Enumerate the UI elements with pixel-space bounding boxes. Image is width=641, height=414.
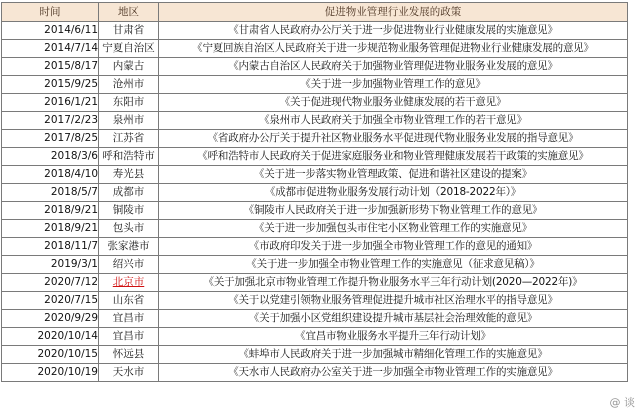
cell-date: 2018/3/6 <box>2 148 99 166</box>
table-row <box>2 22 628 40</box>
cell-date: 2020/9/29 <box>2 310 99 328</box>
cell-region: 沧州市 <box>99 76 159 94</box>
cell-date: 2018/5/7 <box>2 184 99 202</box>
table-row <box>2 346 628 364</box>
cell-date: 2020/7/12 <box>2 274 99 292</box>
cell-region: 成都市 <box>99 184 159 202</box>
table-row <box>2 274 628 292</box>
cell-date: 2020/10/14 <box>2 328 99 346</box>
cell-region: 江苏省 <box>99 130 159 148</box>
table-row <box>2 58 628 76</box>
cell-policy: 《内蒙古自治区人民政府关于加强物业管理促进物业服务业发展的意见》 <box>159 58 628 76</box>
table-row <box>2 148 628 166</box>
cell-date: 2020/10/15 <box>2 346 99 364</box>
watermark: @ 谈 <box>609 396 635 409</box>
cell-date: 2014/6/11 <box>2 22 99 40</box>
cell-date: 2015/9/25 <box>2 76 99 94</box>
table-row <box>2 310 628 328</box>
cell-date: 2016/1/21 <box>2 94 99 112</box>
cell-region: 怀远县 <box>99 346 159 364</box>
cell-date: 2018/9/21 <box>2 220 99 238</box>
cell-region: 泉州市 <box>99 112 159 130</box>
cell-date: 2015/8/17 <box>2 58 99 76</box>
policy-table <box>1 2 628 382</box>
cell-region: 甘肃省 <box>99 22 159 40</box>
cell-date: 2018/4/10 <box>2 166 99 184</box>
table-row <box>2 364 628 382</box>
table-row <box>2 40 628 58</box>
cell-policy: 《市政府印发关于进一步加强全市物业管理工作的意见的通知》 <box>159 238 628 256</box>
header-policy: 促进物业管理行业发展的政策 <box>159 3 628 22</box>
cell-policy: 《关于进一步落实物业管理政策、促进和谐社区建设的提案》 <box>159 166 628 184</box>
cell-policy: 《泉州市人民政府关于加强全市物业管理工作的若干意见》 <box>159 112 628 130</box>
table-row <box>2 292 628 310</box>
cell-policy: 《关于加强北京市物业管理工作提升物业服务水平三年行动计划(2020—2022年)》 <box>159 274 628 292</box>
table-row <box>2 256 628 274</box>
table-row <box>2 76 628 94</box>
cell-date: 2019/3/1 <box>2 256 99 274</box>
cell-date: 2020/10/19 <box>2 364 99 382</box>
table-row <box>2 166 628 184</box>
cell-region: 天水市 <box>99 364 159 382</box>
table-row <box>2 112 628 130</box>
cell-policy: 《呼和浩特市人民政府关于促进家庭服务业和物业管理健康发展若干政策的实施意见》 <box>159 148 628 166</box>
cell-region: 绍兴市 <box>99 256 159 274</box>
table-header-row <box>2 3 628 22</box>
cell-date: 2014/7/14 <box>2 40 99 58</box>
cell-policy: 《宁夏回族自治区人民政府关于进一步规范物业服务管理促进物业行业健康发展的意见》 <box>159 40 628 58</box>
cell-policy: 《宜昌市物业服务水平提升三年行动计划》 <box>159 328 628 346</box>
header-region: 地区 <box>99 3 159 22</box>
cell-region: 东阳市 <box>99 94 159 112</box>
region-link[interactable]: 北京市 <box>99 274 159 292</box>
cell-region: 呼和浩特市 <box>99 148 159 166</box>
cell-date: 2018/11/7 <box>2 238 99 256</box>
table-row <box>2 130 628 148</box>
cell-region: 铜陵市 <box>99 202 159 220</box>
cell-region: 宁夏自治区 <box>99 40 159 58</box>
cell-date: 2017/8/25 <box>2 130 99 148</box>
cell-region: 张家港市 <box>99 238 159 256</box>
cell-region: 内蒙古 <box>99 58 159 76</box>
table-row <box>2 220 628 238</box>
table-row <box>2 328 628 346</box>
cell-policy: 《关于进一步加强包头市住宅小区物业管理工作的实施意见》 <box>159 220 628 238</box>
cell-date: 2017/2/23 <box>2 112 99 130</box>
table-row <box>2 202 628 220</box>
cell-policy: 《省政府办公厅关于提升社区物业服务水平促进现代物业服务业发展的指导意见》 <box>159 130 628 148</box>
table-row <box>2 184 628 202</box>
cell-policy: 《铜陵市人民政府关于进一步加强新形势下物业管理工作的意见》 <box>159 202 628 220</box>
table-row <box>2 238 628 256</box>
cell-policy: 《甘肃省人民政府办公厅关于进一步促进物业行业健康发展的实施意见》 <box>159 22 628 40</box>
header-date: 时间 <box>2 3 99 22</box>
table-row <box>2 94 628 112</box>
cell-policy: 《关于进一步加强物业管理工作的意见》 <box>159 76 628 94</box>
cell-policy: 《关于促进现代物业服务业健康发展的若干意见》 <box>159 94 628 112</box>
table-body <box>2 22 628 382</box>
cell-policy: 《关于以党建引领物业服务管理促进提升城市社区治理水平的指导意见》 <box>159 292 628 310</box>
cell-policy: 《关于进一步加强全市物业管理工作的实施意见（征求意见稿）》 <box>159 256 628 274</box>
cell-policy: 《关于加强小区党组织建设提升城市基层社会治理效能的意见》 <box>159 310 628 328</box>
cell-policy: 《蚌埠市人民政府关于进一步加强城市精细化管理工作的实施意见》 <box>159 346 628 364</box>
cell-region: 山东省 <box>99 292 159 310</box>
cell-region: 寿光县 <box>99 166 159 184</box>
cell-policy: 《成都市促进物业服务发展行动计划（2018-2022年）》 <box>159 184 628 202</box>
cell-region: 宜昌市 <box>99 328 159 346</box>
cell-policy: 《天水市人民政府办公室关于进一步加强全市物业管理工作的实施意见》 <box>159 364 628 382</box>
cell-region: 宜昌市 <box>99 310 159 328</box>
cell-region: 包头市 <box>99 220 159 238</box>
cell-date: 2018/9/21 <box>2 202 99 220</box>
cell-date: 2020/7/15 <box>2 292 99 310</box>
